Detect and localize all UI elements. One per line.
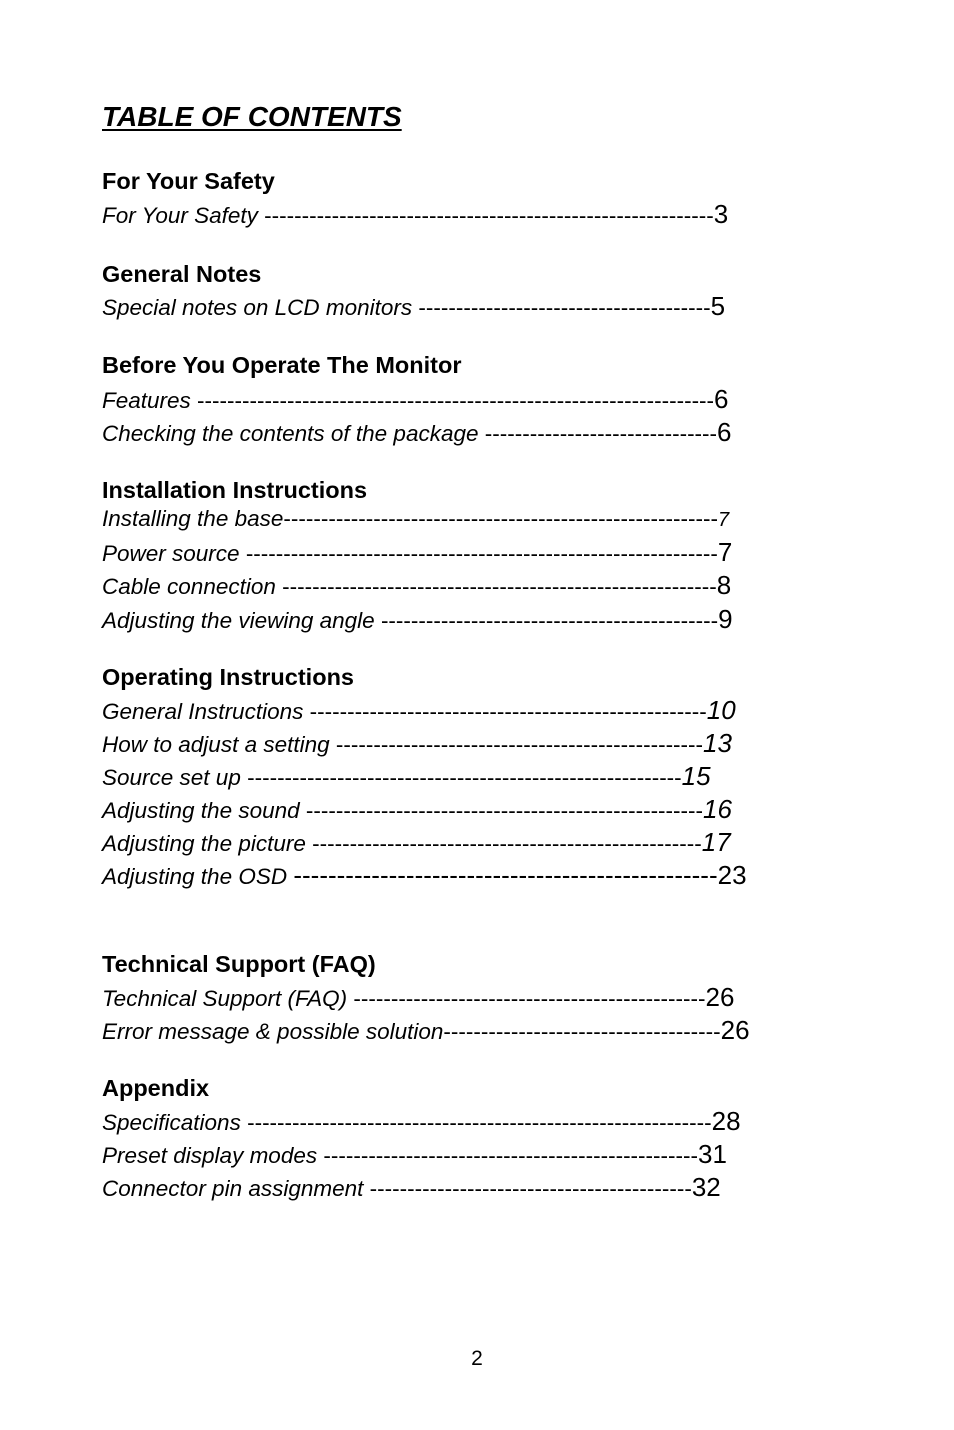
- toc-entry-label: Specifications: [102, 1110, 248, 1135]
- toc-page-number: 23: [717, 860, 747, 890]
- toc-entry-cable-connection[interactable]: [102, 572, 731, 599]
- section-heading-operating: Operating Instructions: [102, 664, 354, 690]
- toc-entry-adjusting-osd[interactable]: [102, 862, 747, 889]
- toc-page-number: 32: [691, 1172, 721, 1202]
- toc-leader-dots: ----------------------------------------------------------: [247, 765, 682, 790]
- toc-leader-dots: -------------------------------: [484, 421, 718, 446]
- toc-entry-installing-base[interactable]: [102, 508, 729, 531]
- toc-page-number: 5: [710, 291, 726, 321]
- toc-entry-general-instructions[interactable]: [102, 697, 736, 724]
- toc-entry-label: How to adjust a setting: [102, 732, 336, 757]
- toc-leader-dots: ---------------------------------------------------------------: [245, 541, 718, 566]
- toc-entry-adjusting-picture[interactable]: [102, 829, 731, 856]
- toc-entry-features[interactable]: [102, 386, 729, 413]
- toc-entry-technical-support-faq[interactable]: [102, 984, 734, 1011]
- toc-entry-label: Adjusting the viewing angle: [102, 608, 381, 633]
- section-heading-for-your-safety: For Your Safety: [102, 168, 275, 194]
- section-heading-installation: Installation Instructions: [102, 477, 368, 503]
- toc-entry-for-your-safety[interactable]: [102, 201, 728, 228]
- toc-entry-adjusting-sound[interactable]: [102, 796, 732, 823]
- toc-entry-adjust-setting[interactable]: [102, 730, 732, 757]
- toc-entry-specifications[interactable]: [102, 1108, 741, 1135]
- section-heading-appendix: Appendix: [102, 1075, 210, 1101]
- toc-leader-dots: --------------------------------------------------------------: [247, 1110, 712, 1135]
- toc-page-number: 7: [717, 509, 730, 531]
- toc-entry-connector-pin[interactable]: [102, 1174, 721, 1201]
- toc-entry-label: For Your Safety: [102, 203, 265, 228]
- toc-page-number: 16: [703, 794, 732, 824]
- toc-entry-viewing-angle[interactable]: [102, 606, 733, 633]
- toc-leader-dots: ---------------------------------------: [418, 295, 711, 320]
- toc-entry-label: Connector pin assignment: [102, 1176, 370, 1201]
- toc-page-number: 31: [698, 1139, 727, 1169]
- toc-leader-dots: -------------------------------------: [443, 1019, 721, 1044]
- toc-leader-dots: -------------------------------------------: [369, 1176, 692, 1201]
- toc-page-number: 7: [717, 537, 733, 567]
- toc-leader-dots: -----------------------------------------------------: [309, 699, 707, 724]
- toc-page-number: 9: [718, 604, 733, 634]
- toc-entry-power-source[interactable]: [102, 539, 732, 566]
- toc-page-number: 6: [717, 417, 732, 447]
- toc-entry-label: Cable connection: [102, 574, 283, 599]
- toc-page-number: 28: [711, 1106, 741, 1136]
- toc-page-number: 3: [713, 199, 729, 229]
- toc-leader-dots: ------------------------------------------------------------: [264, 203, 714, 228]
- toc-entry-checking-contents[interactable]: [102, 419, 732, 446]
- toc-entry-label: Features: [102, 388, 198, 413]
- toc-page-number: 26: [705, 982, 735, 1012]
- toc-entry-label: Installing the base: [102, 506, 284, 531]
- toc-page-number: 8: [716, 570, 732, 600]
- toc-leader-dots: -----------------------------------------------------: [305, 798, 704, 823]
- toc-leader-dots: ----------------------------------------------------------: [283, 506, 718, 531]
- toc-leader-dots: ----------------------------------------------------------: [282, 574, 717, 599]
- page-title: TABLE OF CONTENTS: [102, 101, 402, 132]
- toc-entry-label: Technical Support (FAQ): [102, 986, 354, 1011]
- toc-page-number: 10: [706, 695, 736, 725]
- section-heading-technical-support: Technical Support (FAQ): [102, 951, 376, 977]
- page-number: 2: [471, 1347, 483, 1370]
- toc-leader-dots: -------------------------------------------------: [293, 860, 718, 890]
- toc-page-number: 6: [714, 384, 729, 414]
- toc-entry-label: Adjusting the picture: [102, 831, 313, 856]
- toc-entry-label: Checking the contents of the package: [102, 421, 485, 446]
- toc-leader-dots: ---------------------------------------------------------------------: [197, 388, 715, 413]
- toc-entry-special-notes[interactable]: [102, 293, 725, 320]
- toc-entry-label: Preset display modes: [102, 1143, 324, 1168]
- toc-entry-error-message[interactable]: [102, 1017, 750, 1044]
- toc-entry-label: Adjusting the OSD: [102, 864, 294, 889]
- toc-entry-label: Error message & possible solution: [102, 1019, 444, 1044]
- toc-page-number: 13: [703, 728, 732, 758]
- toc-entry-label: Adjusting the sound: [102, 798, 306, 823]
- toc-entry-source-setup[interactable]: [102, 763, 711, 790]
- section-heading-general-notes: General Notes: [102, 261, 262, 287]
- toc-page-number: 17: [701, 827, 731, 857]
- toc-leader-dots: --------------------------------------------------: [323, 1143, 698, 1168]
- toc-entry-label: General Instructions: [102, 699, 310, 724]
- toc-entry-label: Source set up: [102, 765, 248, 790]
- toc-leader-dots: ----------------------------------------------------: [312, 831, 702, 856]
- toc-page-number: 26: [720, 1015, 750, 1045]
- toc-leader-dots: ---------------------------------------------: [380, 608, 719, 633]
- toc-leader-dots: -----------------------------------------------: [353, 986, 706, 1011]
- toc-entry-label: Power source: [102, 541, 246, 566]
- section-heading-before-you-operate: Before You Operate The Monitor: [102, 352, 462, 378]
- toc-leader-dots: -------------------------------------------------: [335, 732, 704, 757]
- toc-entry-label: Special notes on LCD monitors: [102, 295, 419, 320]
- toc-entry-preset-display-modes[interactable]: [102, 1141, 727, 1168]
- toc-page-number: 15: [681, 761, 711, 791]
